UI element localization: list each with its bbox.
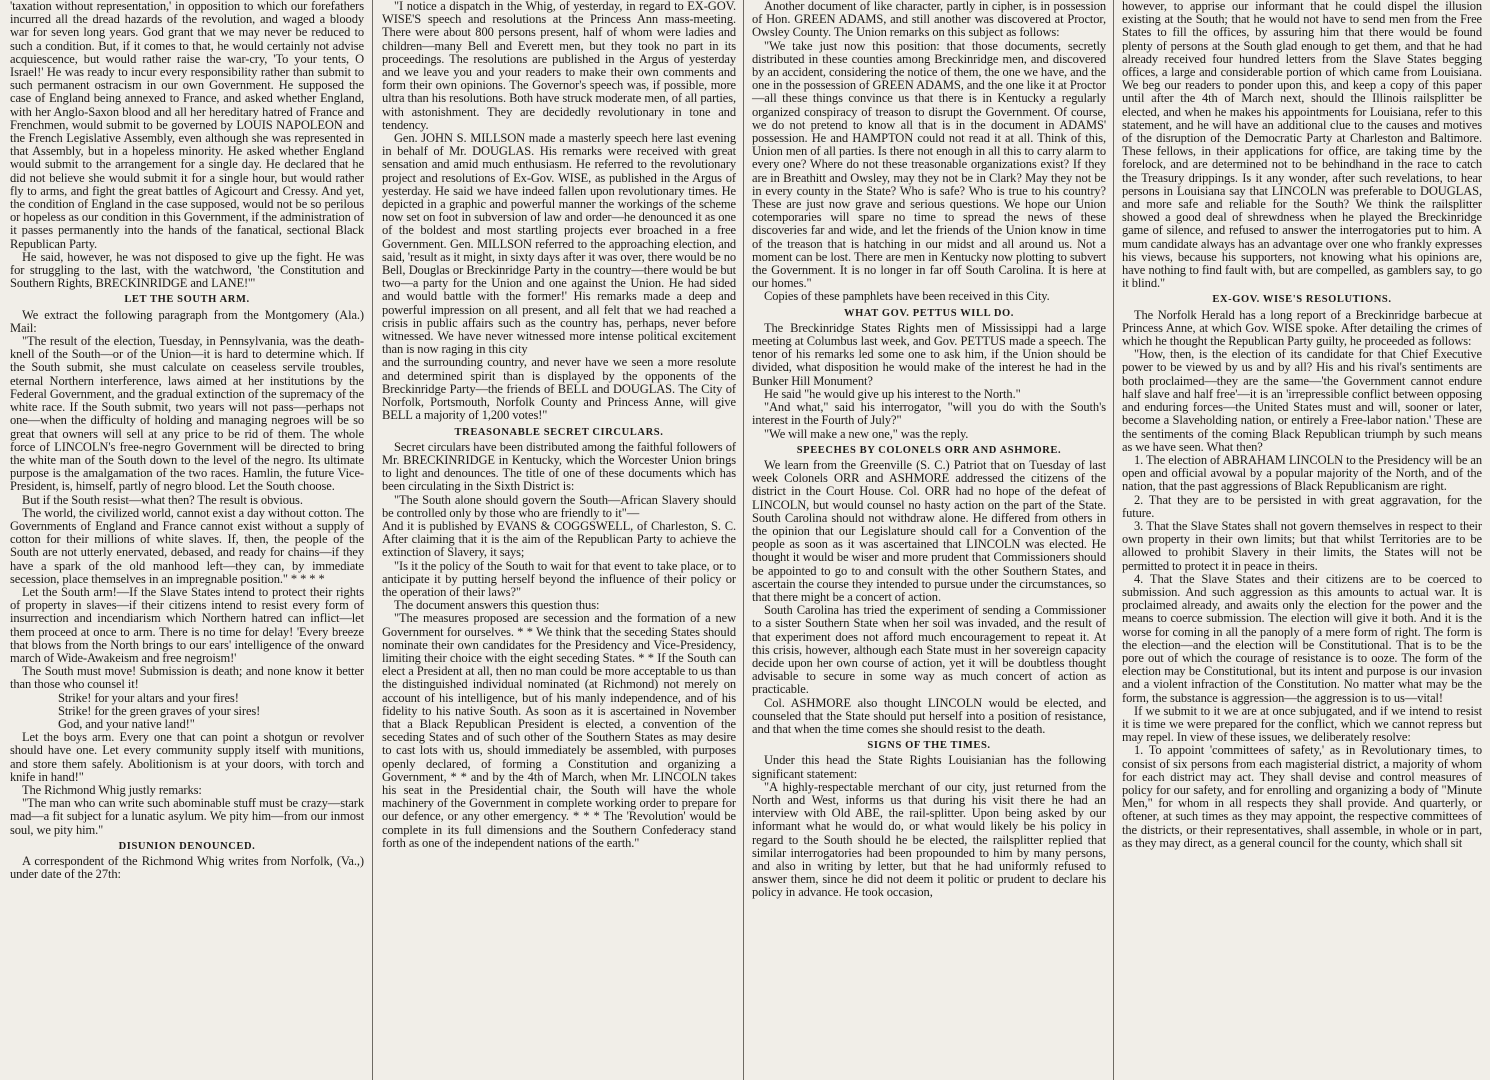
column-rule	[743, 0, 744, 1080]
article-paragraph: "The result of the election, Tuesday, in Pennsylvania, was the death-knell of the South—or of the Union—it is hard to determine which. If the South submit, she must calculate on ceaseless servile troubles, eternal Northern interference, laws aimed at her institutions by the Federal Government, and the gradual extinction of the supremacy of the white race. If the South submit, two years will not pass—perhaps not one—when the difficulty of holding and managing negroes will be so great that owners will sell at any price to be rid of them. The whole force of LINCOLN's free-negro Government will be directed to bring the white man of the South down to the level of the negro. Its ultimate purpose is the amalgamation of the two races. Hamlin, the future Vice-President, is, himself, partly of negro blood. Let the South choose.	[10, 334, 364, 494]
article-paragraph: "We will make a new one," was the reply.	[764, 426, 969, 441]
article-paragraph: If we submit to it we are at once subjugated, and if we intend to resist it is time we were prepared for the conflict, which we cannot repress but may repel. In view of these issues, we deliberately resolve:	[1122, 703, 1482, 745]
article-paragraph: Col. ASHMORE also thought LINCOLN would be elected, and counseled that the State should put herself into a position of resistance, and that when the time comes she should resist to the death.	[752, 695, 1106, 736]
article-paragraph: Let the boys arm. Every one that can point a shotgun or revolver should have one. Let every community supply itself with munitions, and store them safely. Abolitionism is at your doors, with torch and knife in hand!"	[10, 730, 364, 784]
article-paragraph: Under this head the State Rights Louisianian has the following significant statement:	[752, 753, 1106, 781]
article-paragraph: Gen. JOHN S. MILLSON made a masterly speech here last evening in behalf of Mr. DOUGLAS. His remarks were received with great sensation and amid much enthusiasm. He referred to the revolutionary project and resolutions of Ex-Gov. WISE, as published in the Argus of yesterday. He said we have indeed fallen upon revolutionary times. He depicted in a graphic and powerful manner the workings of the scheme now set on foot in subversion of law and order—he denounced it as one of the boldest and most startling projects ever broached in a free Government. Gen. MILLSON referred to the approaching election, and said, 'result as it might, in sixty days after it was over, there would be no Bell, Douglas or Breckinridge Party in the country—there would be but two—a party for the Union and one against the Union. He had sided and would battle with the former!' His remarks made a deep and powerful impression on all present, and all felt that we had reached a crisis in public affairs such as the country has, perhaps, never before witnessed. We have never witnessed more intense political excitement than is now raging in this city	[382, 131, 736, 357]
article-paragraph: 4. That the Slave States and their citizens are to be coerced to submission. And such aggression as this amounts to actual war. It is proclaimed already, and awaits only the election for the power and the means to coerce submission. The election will give it both. And it is the worse for coming in all the panoply of a mere form of right. The form is the election—and the election will be Constitutional. That is to be the pore out of which the courage of resistance is to ooze. The form of the election may be Constitutional, but its intent and purpose is our invasion and a violent infraction of the Constitution. No matter what may be the form, the substance is aggression—the aggression is to us—vital!	[1122, 571, 1482, 705]
article-paragraph: But if the South resist—what then? The result is obvious.	[22, 492, 303, 507]
article-headline: SPEECHES BY COLONELS ORR AND ASHMORE.	[796, 444, 1062, 456]
article-headline: SIGNS OF THE TIMES.	[867, 740, 991, 752]
article-paragraph: Let the South arm!—If the Slave States intend to protect their rights of property in slaves—if their citizens intend to resist every form of insurrection and incendiarism which Northern hatred can inflict—let them proceed at once to arm. There is no time for delay! 'Every breeze that blows from the North brings to our ears' intelligence of the onward march of Wide-Awakeism and free negroism!'	[10, 584, 364, 665]
article-paragraph: We extract the following paragraph from the Montgomery (Ala.) Mail:	[10, 307, 364, 335]
article-paragraph: The Breckinridge States Rights men of Mississippi had a large meeting at Columbus last week, and Gov. PETTUS made a speech. The tenor of his remarks led some one to ask him, if the Union should be divided, what disposition he would make of the interest he had in the Bunker Hill Monument?	[752, 320, 1106, 388]
article-paragraph: The South must move! Submission is death; and none know it better than those who counsel it!	[10, 664, 364, 692]
article-paragraph: 2. That they are to be persisted in with great aggravation, for the future.	[1122, 492, 1482, 520]
column-rule	[1113, 0, 1114, 1080]
article-paragraph: The world, the civilized world, cannot exist a day without cotton. The Governments of England and France cannot exist without a supply of cotton for their millions of white slaves. If, then, the people of the South are not utterly enervated, debased, and ready for chains—if they have a spark of the old manhood left—they can, by immediate secession, place themselves in an impregnable position." * * * *	[10, 505, 364, 586]
article-paragraph: "Is it the policy of the South to wait for that event to take place, or to anticipate it by putting herself beyond the influence of their policy or the operation of their laws?"	[382, 558, 736, 599]
article-paragraph: South Carolina has tried the experiment of sending a Commissioner to a sister Southern State when her soil was invaded, and the result of that experiment does not afford much encouragement to repeat it. At this crisis, however, although each State must in her sovereign capacity decide upon her own course of action, yet it will be doubtless thought advisable to secure in some way as much concert of action as practicable.	[752, 603, 1106, 697]
column-3	[748, 0, 1110, 1080]
article-paragraph: 1. The election of ABRAHAM LINCOLN to the Presidency will be an open and official avowal by a popular majority of the North, and of the nation, that the past aggressions of Black Republicanism are right.	[1122, 452, 1482, 494]
article-paragraph: "The man who can write such abominable stuff must be crazy—stark mad—a fit subject for a lunatic asylum. We pity him—from our inmost soul, we pity him."	[10, 796, 364, 837]
article-paragraph: A correspondent of the Richmond Whig writes from Norfolk, (Va.,) under date of the 27th:	[10, 854, 364, 882]
column-1	[6, 0, 368, 1080]
article-paragraph: He said "he would give up his interest to the North."	[764, 386, 1021, 401]
article-paragraph: "And what," said his interrogator, "will you do with the South's interest in the Fourth of July?"	[752, 400, 1106, 428]
verse-line: Strike! for your altars and your fires!	[58, 690, 239, 705]
article-paragraph: Copies of these pamphlets have been received in this City.	[764, 289, 1050, 304]
article-paragraph: Secret circulars have been distributed among the faithful followers of Mr. BRECKINRIDGE in Kentucky, which the Worcester Union brings to light and denounces. The title of one of these documents which has been circulating in the Sixth District is:	[382, 439, 736, 494]
article-headline: DISUNION DENOUNCED.	[118, 840, 256, 852]
article-paragraph: "The measures proposed are secession and the formation of a new Government for ourselves. * * We think that the seceding States should nominate their own candidates for the Presidency and Vice-Presidency, limiting their choice with the eight seceding States. * * If the South can elect a President at all, then no man could be more acceptable to us than the distinguished individual nominated (at Richmond) not merely on account of his intelligence, but of his manly independence, and of his fidelity to his native South. As soon as it is ascertained in November that a Black Republican President is elected, a convention of the seceding States and of such other of the Southern States as may desire to cast lots with us, should immediately be assembled, with purposes openly declared, of forming a Constitution and organizing a Government, * * and by the 4th of March, when Mr. LINCOLN takes his seat in the Presidential chair, the South will have the whole machinery of the Government in complete working order to prepare for our defence, or any other emergency. * * * The 'Revolution' would be complete in its full dimensions and the Southern Confederacy stand forth as one of the independent nations of the earth."	[382, 611, 736, 850]
verse-line: God, and your native land!"	[58, 716, 195, 731]
article-paragraph: The document answers this question thus:	[394, 598, 600, 613]
article-paragraph: The Richmond Whig justly remarks:	[22, 782, 202, 797]
column-2	[378, 0, 740, 1080]
article-headline: EX-GOV. WISE'S RESOLUTIONS.	[1212, 294, 1392, 306]
article-headline: LET THE SOUTH ARM.	[124, 294, 250, 306]
article-paragraph: however, to apprise our informant that he could dispel the illusion existing at the South; that he would not have to send men from the Free States to fill the offices, by assuring him that there would be found plenty of persons at the South glad enough to get them, and that he had already received four hundred letters from the Slave States begging offices, a large and considerable portion of which came from Louisiana. We beg our readers to ponder upon this, and keep a copy of this paper until after the 4th of March next, should the Illinois railsplitter be elected, and when he makes his appointments for Louisiana, refer to this statement, and he will have an additional clue to the causes and motives of the disruption of the Democratic Party at Charleston and Baltimore. These fellows, in their applications for office, are taking time by the forelock, and are determined not to be behindhand in the race to catch the Treasury drippings. Is it any wonder, after such revelations, to hear persons in Louisiana say that LINCOLN was preferable to DOUGLAS, and more safe and reliable for the South? We think the railsplitter showed a good deal of shrewdness when he played the Breckinridge game of silence, and refused to answer the interrogatories put to him. A mum candidate always has an advantage over one who frankly expresses his views, because his supporters, not knowing what his opinions are, have nothing to find fault with, but are compelled, as gamblers say, to go it blind."	[1122, 0, 1482, 291]
article-paragraph: "The South alone should govern the South—African Slavery should be controlled only by those who are friendly to it"—	[382, 492, 736, 520]
column-rule	[372, 0, 373, 1080]
article-paragraph: 'taxation without representation,' in opposition to which our forefathers incurred all the dread hazards of the revolution, and waged a bloody war for seven long years. God grant that we may never be reduced to such a condition. But, if it comes to that, he would certainly not advise acquiescence, but would rather raise the war-cry, 'To your tents, O Israel!' He was ready to incur every responsibility rather than submit to such permanent ostracism in our own Government. He supposed the case of England being annexed to France, and asked whether England, with her Anglo-Saxon blood and all her hereditary hatred of France and Frenchmen, would submit to be governed by LOUIS NAPOLEON and the French Legislative Assembly, even although she was represented in that Assembly, but in a hopeless minority. He asked whether England would submit to the arrangement for a single day. He declared that he did not believe she would submit it for a single hour, but would rather fly to arms, and fight the great battles of Agicourt and Cressy. And yet, the condition of England in the case supposed, would not be so perilous or hopeless as our condition in this Government, if the administration of it passes permanently into the hands of the fanatical, sectional Black Republican Party.	[10, 0, 364, 251]
article-headline: TREASONABLE SECRET CIRCULARS.	[454, 426, 664, 438]
article-paragraph: 3. That the Slave States shall not govern themselves in respect to their own property in their own limits; but that whilst Territories are to be allowed to prohibit Slavery in their limits, the States will not be permitted to protect it in peace in theirs.	[1122, 518, 1482, 573]
article-paragraph: and the surrounding country, and never have we seen a more resolute and determined spirit than is displayed by the opponents of the Breckinridge Party—the friends of BELL and DOUGLAS. The City of Norfolk, Portsmouth, Norfolk County and Princess Anne, will give BELL a majority of 1,200 votes!"	[382, 355, 736, 423]
article-paragraph: The Norfolk Herald has a long report of a Breckinridge barbecue at Princess Anne, at which Gov. WISE spoke. After detailing the crimes of which he thought the Republican Party guilty, he proceeded as follows:	[1122, 307, 1482, 349]
article-paragraph: And it is published by EVANS & COGGSWELL, of Charleston, S. C. After claiming that it is the aim of the Republican Party to achieve the extinction of Slavery, it says;	[382, 518, 736, 560]
article-headline: WHAT GOV. PETTUS WILL DO.	[843, 307, 1015, 319]
column-4	[1118, 0, 1486, 1080]
article-paragraph: "We take just now this position: that those documents, secretly distributed in these counties among Breckinridge men, and discovered by an accident, considering the notice of them, the one we have, and the one in the possession of GREEN ADAMS, and the one like it at Proctor—all these things convince us that there is in Kentucky a regularly organized conspiracy of treason to disrupt the Government. Of course, we do not pretend to know all that is in the document in ADAMS' possession. He and HAMPTON could not read it at all. Think of this, Union men of all parties. Is there not enough in all this to carry alarm to every one? Where do not these treasonable organizations exist? If they are in Breathitt and Owsley, may they not be in Clark? May they not be in every county in the State? Who is safe? Who is true to his country? These are just now grave and serious questions. We hope our Union cotemporaries will spare no time to spread the news of these discoveries far and wide, and let the friends of the Union know in time of the treason that is hatching in our midst and all around us. Not a moment can be lost. There are men in Kentucky now plotting to subvert the Government. It is no longer in far off South Carolina. It is here at our homes."	[752, 38, 1106, 291]
article-paragraph: 1. To appoint 'committees of safety,' as in Revolutionary times, to consist of six persons from each magisterial district, a majority of whom for each district may act. They shall devise and control measures of policy for our safety, and for enrolling and organizing a body of "Minute Men," for whom in all respects they shall provide. And quarterly, or oftener, at such times as they may appoint, the respective committees of the districts, or their representatives, shall assemble, in whole or in part, as they may direct, as a general council for the county, which shall sit	[1122, 743, 1482, 850]
article-paragraph: "How, then, is the election of its candidate for that Chief Executive power to be viewed by us and by all? His and his rival's sentiments are both proclaimed—they are the same—'the Government cannot endure half slave and half free'—it is an 'irrepressible conflict between opposing and enduring forces—the United States must and will, sooner or later, become a Slaveholding nation, or entirely a Free-labor nation.' These are the sentiments of the coming Black Republican triumph by such means as we have seen. What then?	[1122, 347, 1482, 454]
verse-line: Strike! for the green graves of your sires!	[58, 703, 261, 718]
article-paragraph: "A highly-respectable merchant of our city, just returned from the North and West, informs us that during his visit there he had an interview with Old ABE, the rail-splitter. Upon being asked by our informant what he would do, or what would likely be his policy in regard to the South should he be elected, the railsplitter replied that similar interrogatories had been propounded to him by many persons, and also in writing by letter, but that he had uniformly refused to answer them, since he did not deem it politic or prudent to declare his policy in advance. He took occasion,	[752, 779, 1106, 900]
article-paragraph: Another document of like character, partly in cipher, is in possession of Hon. GREEN ADAMS, and still another was discovered at Proctor, Owsley County. The Union remarks on this subject as follows:	[752, 0, 1106, 40]
article-paragraph: He said, however, he was not disposed to give up the fight. He was for struggling to the last, with the watchword, 'the Constitution and Southern Rights, BRECKINRIDGE and LANE!'"	[10, 249, 364, 291]
article-paragraph: We learn from the Greenville (S. C.) Patriot that on Tuesday of last week Colonels ORR and ASHMORE addressed the citizens of the district in the Court House. Col. ORR had no hope of the defeat of LINCOLN, but would counsel no hasty action on the part of the State. South Carolina should not withdraw alone. He differed from others in the opinion that our Legislature should call for a Convention of the people as soon as it was ascertained that LINCOLN was elected. He thought it would be wiser and more prudent that Commissioners should be appointed to go to and consult with the other Southern States, and ascertain the course they intended to pursue under the circumstances, so that there might be a concert of action.	[752, 457, 1106, 604]
article-paragraph: "I notice a dispatch in the Whig, of yesterday, in regard to EX-GOV. WISE'S speech and resolutions at the Princess Ann mass-meeting. There were about 800 persons present, half of whom were ladies and children—many Bell and Everett men, but they took no part in its proceedings. The resolutions are published in the Argus of yesterday and we leave you and your readers to make their own comments and form their own opinions. The Governor's speech was, if possible, more ultra than his resolutions. Both have struck moderate men, of all parties, with astonishment. They are decidedly revolutionary in tone and tendency.	[382, 0, 736, 132]
